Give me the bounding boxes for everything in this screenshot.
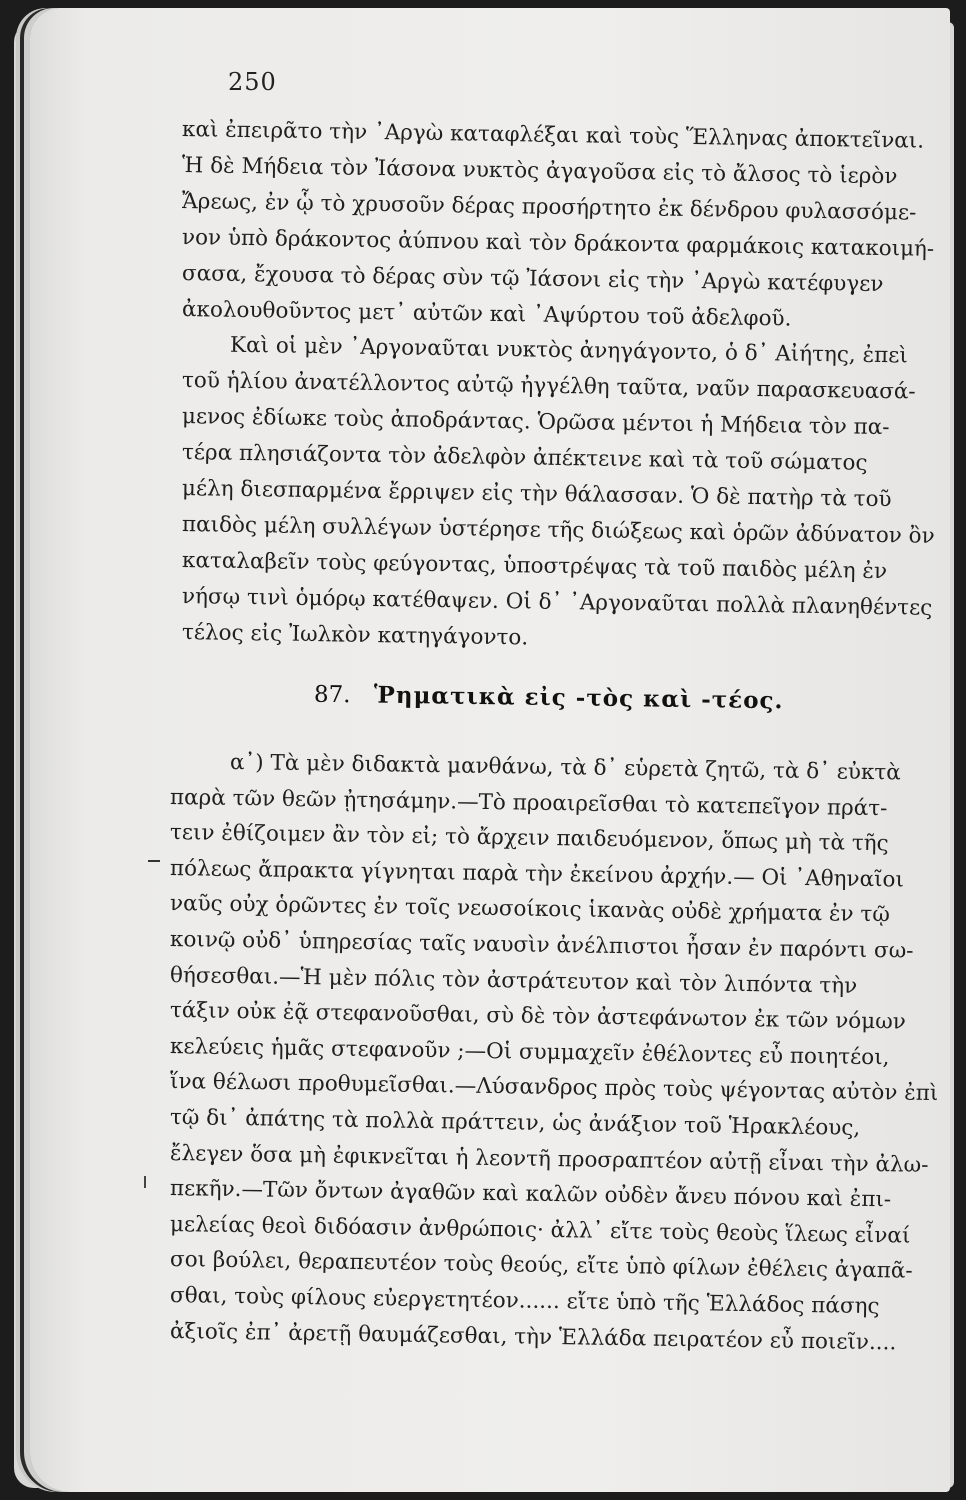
text-line: σθαι, τοὺς φίλους εὐεργετητέον...... εἴτε ὑπὸ τῆς Ἑλλάδος πάσης: [169, 1282, 880, 1320]
section-number: 87.: [313, 681, 351, 709]
text-line: μενος ἐδίωκε τοὺς ἀποδράντας. Ὁρῶσα μέντοι ἡ Μήδεια τὸν πα-: [181, 404, 890, 441]
text-line: παιδὸς μέλη συλλέγων ὑστέρησε τῆς διώξεως καὶ ὁρῶν ἀδύνατον ὂν: [181, 511, 935, 549]
text-line: τειν ἐθίζοιμεν ἂν τὸν εἰ; τὸ ἄρχειν παιδευόμενον, ὅπως μὴ τὰ τῆς: [169, 820, 889, 857]
text-line: παρὰ τῶν θεῶν ᾐτησάμην.—Τὸ προαιρεῖσθαι τὸ κατεπεῖγον πράτ-: [169, 784, 888, 821]
text-line: τῷ δι᾿ ἀπάτης τὰ πολλὰ πράττειν, ὡς ἀνάξιον τοῦ Ἡρακλέους,: [169, 1104, 861, 1141]
page-sheet: [30, 8, 950, 1492]
text-line: ἀκολουθοῦντος μετ᾿ αὐτῶν καὶ ᾿Αψύρτου τοῦ ἀδελφοῦ.: [181, 296, 792, 332]
text-line: νήσῳ τινὶ ὁμόρῳ κατέθαψεν. Οἱ δ᾿ ᾿Αργοναῦται πολλὰ πλανηθέντες: [181, 583, 933, 621]
text-line: μελείας θεοὶ διδόασιν ἀνθρώποις· ἀλλ᾿ εἴτε τοὺς θεοὺς ἵλεως εἶναί: [169, 1211, 911, 1249]
text-line: Ἡ δὲ Μήδεια τὸν Ἰάσονα νυκτὸς ἀγαγοῦσα εἰς τὸ ἄλσος τὸ ἱερὸν: [181, 152, 898, 190]
text-line: πεκῆν.—Τῶν ὄντων ἀγαθῶν καὶ καλῶν οὐδὲν ἄνευ πόνου καὶ ἐπι-: [169, 1176, 892, 1213]
text-line: καὶ ἐπειρᾶτο τὴν ᾿Αργὼ καταφλέξαι καὶ τοὺς Ἕλληνας ἀποκτεῖναι.: [181, 117, 925, 154]
section-heading: [314, 681, 784, 715]
text-line: καταλαβεῖν τοὺς φεύγοντας, ὑποστρέψας τὰ τοῦ παιδὸς μέλη ἐν: [181, 547, 888, 584]
text-line: τοῦ ἡλίου ἀνατέλλοντος αὐτῷ ἠγγέλθη ταῦτα, ναῦν παρασκευασά-: [181, 368, 916, 405]
text-line: ἀξιοῖς ἐπ᾿ ἀρετῇ θαυμάζεσθαι, τὴν Ἑλλάδα πειρατέον εὖ ποιεῖν....: [169, 1318, 897, 1355]
text-line: α᾿) Τὰ μὲν διδακτὰ μανθάνω, τὰ δ᾿ εὑρετὰ ζητῶ, τὰ δ᾿ εὐκτὰ: [229, 749, 902, 786]
text-line: σασα, ἔχουσα τὸ δέρας σὺν τῷ Ἰάσονι εἰς τὴν ᾿Αργὼ κατέφυγεν: [181, 260, 884, 297]
text-line: θήσεσθαι.—Ἡ μὲν πόλις τὸν ἀστράτευτον καὶ τὸν λιπόντα τὴν: [169, 962, 858, 999]
text-line: τέλος εἰς Ἰωλκὸν κατηγάγοντο.: [181, 619, 529, 651]
text-line: κοινῷ οὐδ᾿ ὑπηρεσίας ταῖς ναυσὶν ἀνέλπιστοι ἦσαν ἐν παρόντι σω-: [169, 926, 914, 964]
text-line: Ἄρεως, ἐν ᾧ τὸ χρυσοῦν δέρας προσήρτητο ἐκ δένδρου φυλασσόμε-: [181, 188, 917, 226]
text-line: πόλεως ἄπρακτα γίγνηται παρὰ τὴν ἐκείνου ἀρχήν.— Οἱ ᾿Αθηναῖοι: [169, 855, 905, 893]
text-line: ἔλεγεν ὅσα μὴ ἐφικνεῖται ἡ λεοντῆ προσραπτέον αὐτῇ εἶναι τὴν ἀλω-: [169, 1140, 929, 1178]
text-line: ναῦς οὐχ ὁρῶντες ἐν τοῖς νεωσοίκοις ἱκανὰς οὐδὲ χρήματα ἐν τῷ: [169, 891, 891, 928]
paragraph-verbal-adjectives: [169, 744, 960, 1355]
text-line: Καὶ οἱ μὲν ᾿Αργοναῦται νυκτὸς ἀνηγάγοντο, ὁ δ᾿ Αἰήτης, ἐπεὶ: [229, 333, 909, 369]
text-line: τέρα πλησιάζοντα τὸν ἀδελφὸν ἀπέκτεινε καὶ τὰ τοῦ σώματος: [181, 440, 868, 476]
margin-tick-mark: [144, 1176, 146, 1188]
paragraph-argonauts: [182, 112, 962, 651]
text-line: μέλη διεσπαρμένα ἔρριψεν εἰς τὴν θάλασσαν. Ὁ δὲ πατὴρ τὰ τοῦ: [181, 476, 892, 513]
text-line: ἵνα θέλωσι προθυμεῖσθαι.—Λύσανδρος πρὸς τοὺς ψέγοντας αὐτὸν ἐπὶ: [169, 1069, 939, 1107]
text-line: νον ὑπὸ δράκοντος ἀύπνου καὶ τὸν δράκοντα φαρμάκοις κατακοιμή-: [181, 224, 935, 262]
text-line: κελεύεις ἡμᾶς στεφανοῦν ;—Οἱ συμμαχεῖν ἐθέλοντες εὖ ποιητέοι,: [169, 1033, 890, 1071]
page-number: 250: [228, 68, 277, 96]
margin-dash-mark: [148, 860, 160, 862]
text-line: σοι βούλει, θεραπευτέον τοὺς θεούς, εἴτε ὑπὸ φίλων ἐθέλεις ἀγαπᾶ-: [169, 1247, 913, 1284]
text-line: τάξιν οὐκ ἐᾷ στεφανοῦσθαι, σὺ δὲ τὸν ἀστεφάνωτον ἐκ τῶν νόμων: [169, 998, 907, 1035]
section-title: Ῥηματικὰ εἰς -τὸς καὶ -τέος.: [373, 681, 784, 715]
